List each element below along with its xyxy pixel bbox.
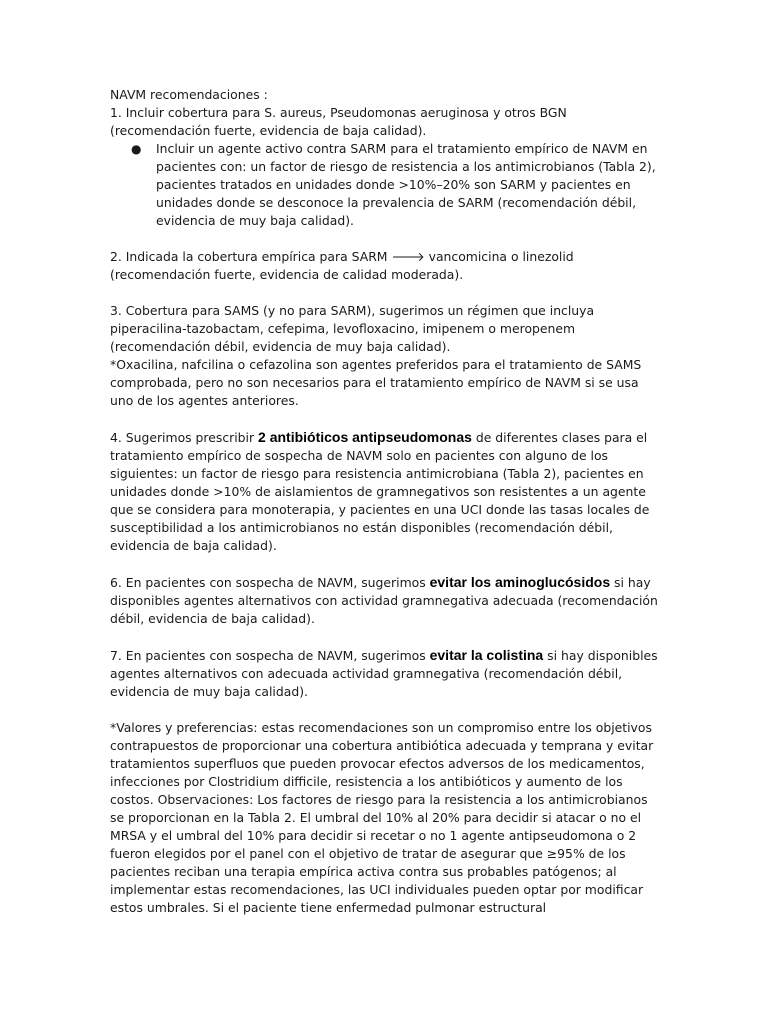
recommendation-2: [110, 248, 662, 284]
recommendation-4-highlight: 2 antibióticos antipseudomonas: [258, 429, 472, 445]
document-heading: NAVM recomendaciones :: [110, 87, 268, 102]
paragraph-gap: [110, 628, 662, 646]
paragraph-gap: [110, 701, 662, 719]
recommendation-4-text-end: de diferentes clases para el tratamiento empírico de sospecha de NAVM solo en pacientes con alguno de los siguientes: un factor de riesgo para resistencia antimicrobiana (Tabla 2), pacientes en unidades donde >10% de aislamientos de gramnegativos son resistentes a un agente que se considera para monoterapia, y pacientes en una UCI donde las tasas locales de susceptibilidad a los antimicrobianos no están disponibles (recomendación débil, evidencia de baja calidad).: [110, 430, 650, 553]
values-preferences-note: *Valores y preferencias: estas recomendaciones son un compromiso entre los objetivos contrapuestos de proporcionar una cobertura antibiótica adecuada y temprana y evitar tratamientos superfluos que pueden provocar efectos adversos de los medicamentos, infecciones por Clostridium difficile, resistencia a los antibióticos y aumento de los costos. Observaciones: Los factores de riesgo para la resistencia a los antimicrobianos se proporcionan en la Tabla 2. El umbral del 10% al 20% para decidir si atacar o no el MRSA y el umbral del 10% para decidir si recetar o no 1 agente antipseudomona o 2 fueron elegidos por el panel con el objetivo de tratar de asegurar que ≥95% de los pacientes reciban una terapia empírica activa contra sus probables patógenos; al implementar estas recomendaciones, las UCI individuales pueden optar por modificar estos umbrales. Si el paciente tiene enfermedad pulmonar estructural: [110, 720, 654, 915]
document-page: [110, 86, 662, 917]
recommendation-6-highlight: evitar los aminoglucósidos: [429, 574, 611, 590]
recommendation-2-text-end: vancomicina o linezolid (recomendación fuerte, evidencia de calidad moderada).: [110, 249, 574, 282]
recommendation-3-note: *Oxacilina, nafcilina o cefazolina son agentes preferidos para el tratamiento de SAMS comprobada, pero no son necesarios para el tratamiento empírico de NAVM si se usa uno de los agentes anteriores.: [110, 357, 642, 408]
paragraph-gap: [110, 410, 662, 428]
recommendation-1-bullet-text: Incluir un agente activo contra SARM para el tratamiento empírico de NAVM en pacientes con: un factor de riesgo de resistencia a los antimicrobianos (Tabla 2), pacientes tratados en unidades donde >10%–20% son SARM y pacientes en unidades donde se desconoce la prevalencia de SARM (recomendación débil, evidencia de muy baja calidad).: [156, 141, 656, 228]
recommendation-7-highlight: evitar la colistina: [429, 647, 544, 663]
recommendation-7-text-end: si hay disponibles agentes alternativos con adecuada actividad gramnegativa (recomendación débil, evidencia de muy baja calidad).: [110, 648, 658, 699]
recommendation-7-text-start: 7. En pacientes con sospecha de NAVM, sugerimos: [110, 648, 430, 663]
recommendation-3: 3. Cobertura para SAMS (y no para SARM), sugerimos un régimen que incluya piperacilina-tazobactam, cefepima, levofloxacino, imipenem o meropenem (recomendación débil, evidencia de muy baja calidad).: [110, 303, 595, 354]
recommendation-6-text-start: 6. En pacientes con sospecha de NAVM, sugerimos: [110, 575, 430, 590]
recommendation-1-bullet: [110, 140, 662, 230]
right-arrow-icon: 🡒: [391, 249, 425, 264]
recommendation-1: 1. Incluir cobertura para S. aureus, Pseudomonas aeruginosa y otros BGN (recomendación fuerte, evidencia de baja calidad).: [110, 105, 567, 138]
paragraph-gap: [110, 284, 662, 302]
recommendation-4: [110, 428, 662, 555]
recommendation-4-text-start: 4. Sugerimos prescribir: [110, 430, 259, 445]
paragraph-gap: [110, 555, 662, 573]
recommendation-6-text-end: si hay disponibles agentes alternativos con actividad gramnegativa adecuada (recomendación débil, evidencia de baja calidad).: [110, 575, 658, 626]
recommendation-6: [110, 573, 662, 628]
bullet-icon: ●: [131, 142, 142, 156]
paragraph-gap: [110, 230, 662, 248]
recommendation-7: [110, 646, 662, 701]
recommendation-2-text-start: 2. Indicada la cobertura empírica para SARM: [110, 249, 392, 264]
